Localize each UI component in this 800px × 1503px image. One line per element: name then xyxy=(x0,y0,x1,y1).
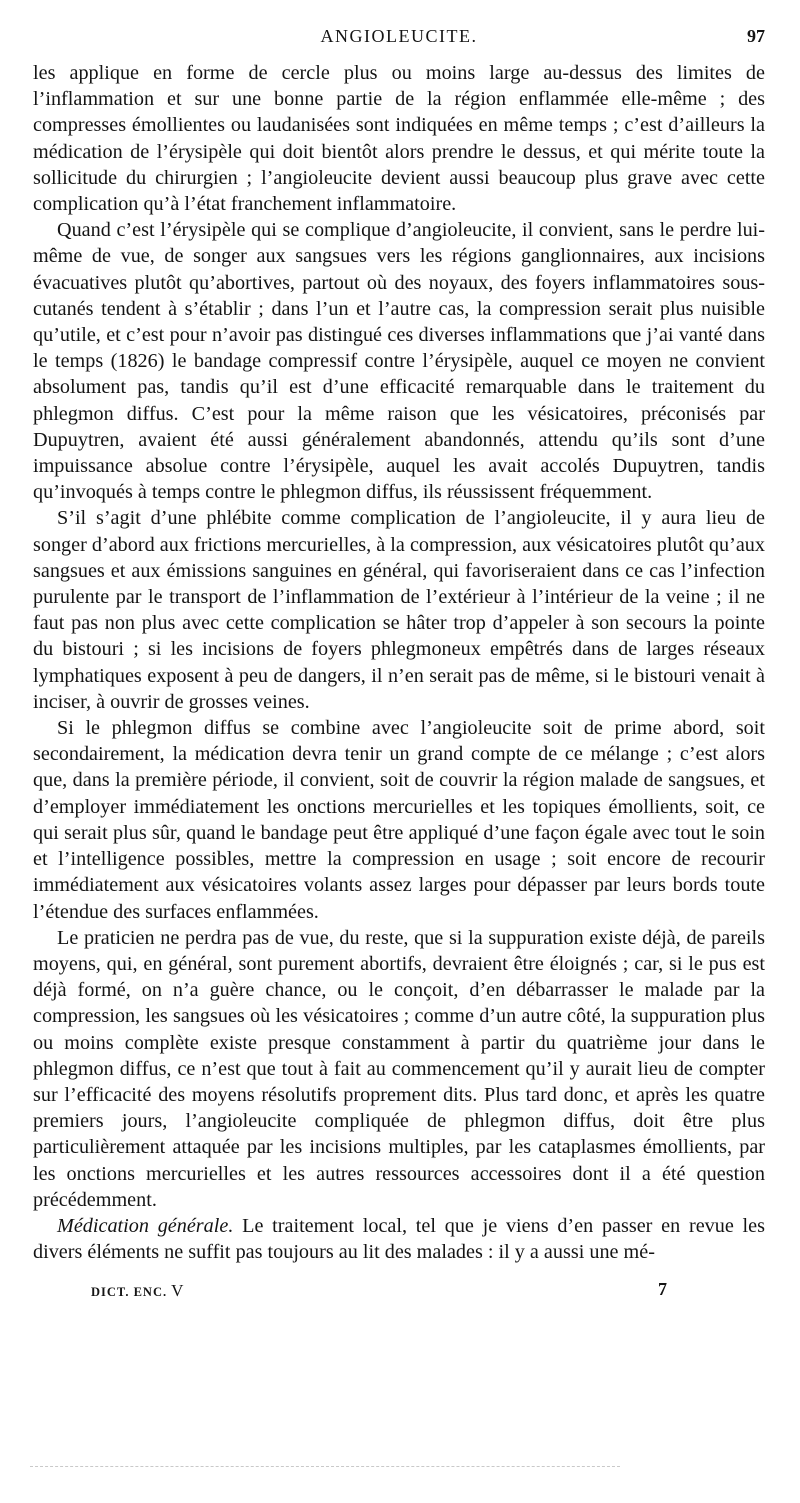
bottom-dotted-rule xyxy=(30,1466,620,1467)
paragraph: Quand c’est l’érysipèle qui se complique d’angioleucite, il convient, sans le perdre lui-même de vue, de songer aux sangsues vers les régions ganglionnaires, aux incisions évacuatives plutôt qu’abortives, partout où des noyaux, des foyers inflammatoires sous-cutanés tendent à s’établir ; dans l’un et l’autre cas, la compression serait plus nuisible qu’utile, et c’est pour n’avoir pas distingué ces diverses inflammations que j’ai vanté dans le temps (1826) le bandage compressif contre l’érysipèle, auquel ce moyen ne convient absolument pas, tandis qu’il est d’une efficacité remarquable dans le traitement du phlegmon diffus. C’est pour la même raison que les vésicatoires, préconisés par Dupuytren, avaient été aussi généralement abandonnés, attendu qu’ils sont d’une impuissance absolue contre l’érysipèle, auquel les avait accolés Dupuytren, tandis qu’invoqués à temps contre le phlegmon diffus, ils réussissent fréquemment. xyxy=(33,219,765,504)
page-footer xyxy=(33,1279,765,1303)
section-heading: Médication générale. xyxy=(57,1214,234,1237)
paragraph-text: Le traitement local, tel que je viens d’en passer en revue les divers éléments ne suffit pas toujours au lit des malades : il y a aussi une mé- xyxy=(33,1214,765,1264)
page-number: 97 xyxy=(747,26,765,46)
signature-number: 7 xyxy=(658,1279,667,1300)
signature-mark xyxy=(91,1281,184,1301)
paragraph: S’il s’agit d’une phlébite comme complication de l’angioleucite, il y aura lieu de songer d’abord aux frictions mercurielles, à la compression, aux vésicatoires plutôt qu’aux sangsues et aux émissions sanguines en général, qui favoriseraient dans ce cas l’infection purulente par le transport de l’inflammation de l’extérieur à l’intérieur de la veine ; il ne faut pas non plus avec cette complication se hâter trop d’appeler à son secours la pointe du bistouri ; si les incisions de foyers phlegmoneux empêtrés dans de larges réseaux lymphatiques exposent à peu de dangers, il n’en serait pas de même, si le bistouri venait à inciser, à ouvrir de grosses veines. xyxy=(33,507,765,713)
volume-number: V xyxy=(171,1281,185,1301)
body-text xyxy=(33,60,765,1265)
paragraph: les applique en forme de cercle plus ou moins large au-dessus des limites de l’inflammation et sur une bonne partie de la région enflammée elle-même ; des compresses émollientes ou laudanisées sont indiquées en même temps ; c’est d’ailleurs la médication de l’érysipèle qui doit bientôt alors prendre le dessus, et qui mérite toute la sollicitude du chirurgien ; l’angioleucite devient aussi beaucoup plus grave avec cette complication qu’à l’état franchement inflammatoire. xyxy=(33,62,765,216)
paragraph: Si le phlegmon diffus se combine avec l’angioleucite soit de prime abord, soit secondairement, la médication devra tenir un grand compte de ce mélange ; c’est alors que, dans la première période, il convient, soit de couvrir la région malade de sangsues, et d’employer immédiatement les onctions mercurielles et les topiques émollients, soit, ce qui serait plus sûr, quand le bandage peut être appliqué d’une façon égale avec tout le soin et l’intelligence possibles, mettre la compression en usage ; soit encore de recourir immédiatement aux vésicatoires volants assez larges pour dépasser par leurs bords toute l’étendue des surfaces enflammées. xyxy=(33,717,765,923)
paragraph: Le praticien ne perdra pas de vue, du reste, que si la suppuration existe déjà, de pareils moyens, qui, en général, sont purement abortifs, devraient être éloignés ; car, si le pus est déjà formé, on n’a guère chance, ou le conçoit, d’en débarrasser le malade par la compression, les sangsues où les vésicatoires ; comme d’un autre côté, la suppuration plus ou moins complète existe presque constamment à partir du quatrième jour dans le phlegmon diffus, ce n’est que tout à fait au commencement qu’il y aurait lieu de compter sur l’efficacité des moyens résolutifs proprement dits. Plus tard donc, et après les quatre premiers jours, l’angioleucite compliquée de phlegmon diffus, doit être plus particulièrement attaquée par les incisions multiples, par les cataplasmes émollients, par les onctions mercurielles et les autres ressources accessoires dont il a été question précédemment. xyxy=(33,926,765,1211)
running-title: ANGIOLEUCITE. xyxy=(320,26,478,46)
running-head xyxy=(33,26,765,56)
document-page xyxy=(33,26,765,1303)
signature-label: DICT. ENC. xyxy=(91,1285,168,1300)
paragraph-medication-generale xyxy=(33,1213,765,1265)
